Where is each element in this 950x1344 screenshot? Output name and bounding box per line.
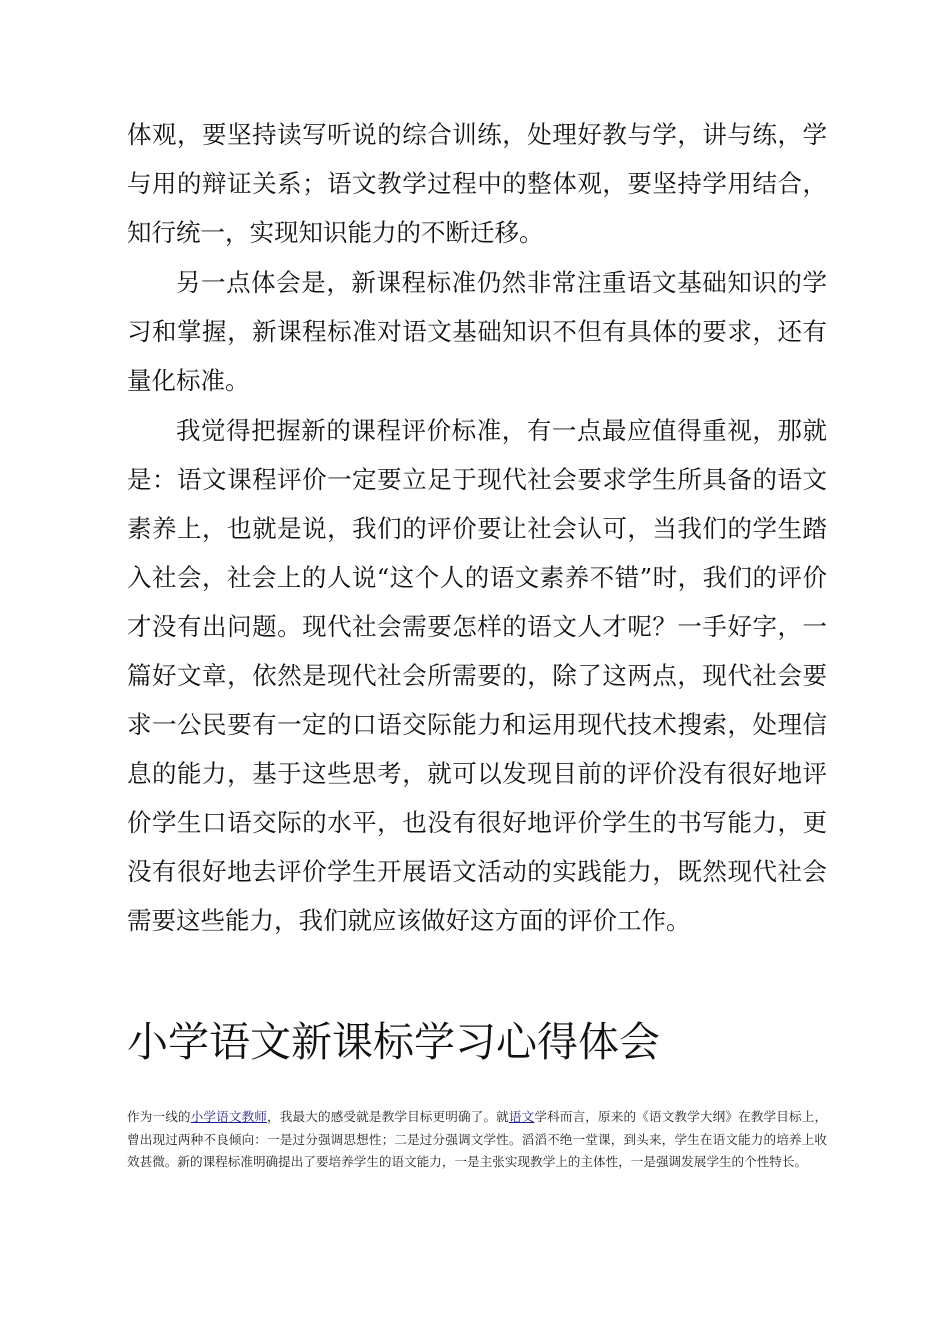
link-chinese[interactable]: 语文 bbox=[508, 1109, 535, 1124]
intro-text-2: ，我最大的感受就是教学目标更明确了。就 bbox=[267, 1109, 509, 1124]
intro-text-3: 学科而言，原来的《语文教学大纲》在教学目标上，曾出现过两种不良倾向：一是过分强调思想性；二是过分强调文学性。滔滔不绝一堂课，到头来，学生在语文能力的培养上收效甚微。新的课程标准明确提出了要培养学生的语文能力，一是主张实现教学上的主体性，一是强调发展学生的个性特长。 bbox=[127, 1109, 828, 1169]
paragraph-basic-knowledge: 另一点体会是，新课程标准仍然非常注重语文基础知识的学习和掌握，新课程标准对语文基础知识不但有具体的要求，还有量化标准。 bbox=[127, 268, 827, 395]
link-primary-chinese-teacher[interactable]: 小学语文教师 bbox=[190, 1109, 268, 1124]
intro-text-1: 作为一线的 bbox=[127, 1109, 191, 1124]
article-title: 小学语文新课标学习心得体会 bbox=[127, 1018, 660, 1066]
article-intro bbox=[127, 1106, 827, 1174]
paragraph-evaluation: 我觉得把握新的课程评价标准，有一点最应值得重视，那就是：语文课程评价一定要立足于现代社会要求学生所具备的语文素养上，也就是说，我们的评价要让社会认可，当我们的学生踏入社会，社会上的人说“这个人的语文素养不错”时，我们的评价才没有出问题。现代社会需要怎样的语文人才呢？一手好字，一篇好文章，依然是现代社会所需要的，除了这两点，现代社会要求一公民要有一定的口语交际能力和运用现代技术搜索，处理信息的能力，基于这些思考，就可以发现目前的评价没有很好地评价学生口语交际的水平，也没有很好地评价学生的书写能力，更没有很好地去评价学生开展语文活动的实践能力，既然现代社会需要这些能力，我们就应该做好这方面的评价工作。 bbox=[127, 416, 827, 935]
paragraph-continuation: 体观，要坚持读写听说的综合训练，处理好教与学，讲与练，学与用的辩证关系；语文教学过程中的整体观，要坚持学用结合，知行统一，实现知识能力的不断迁移。 bbox=[127, 120, 827, 247]
